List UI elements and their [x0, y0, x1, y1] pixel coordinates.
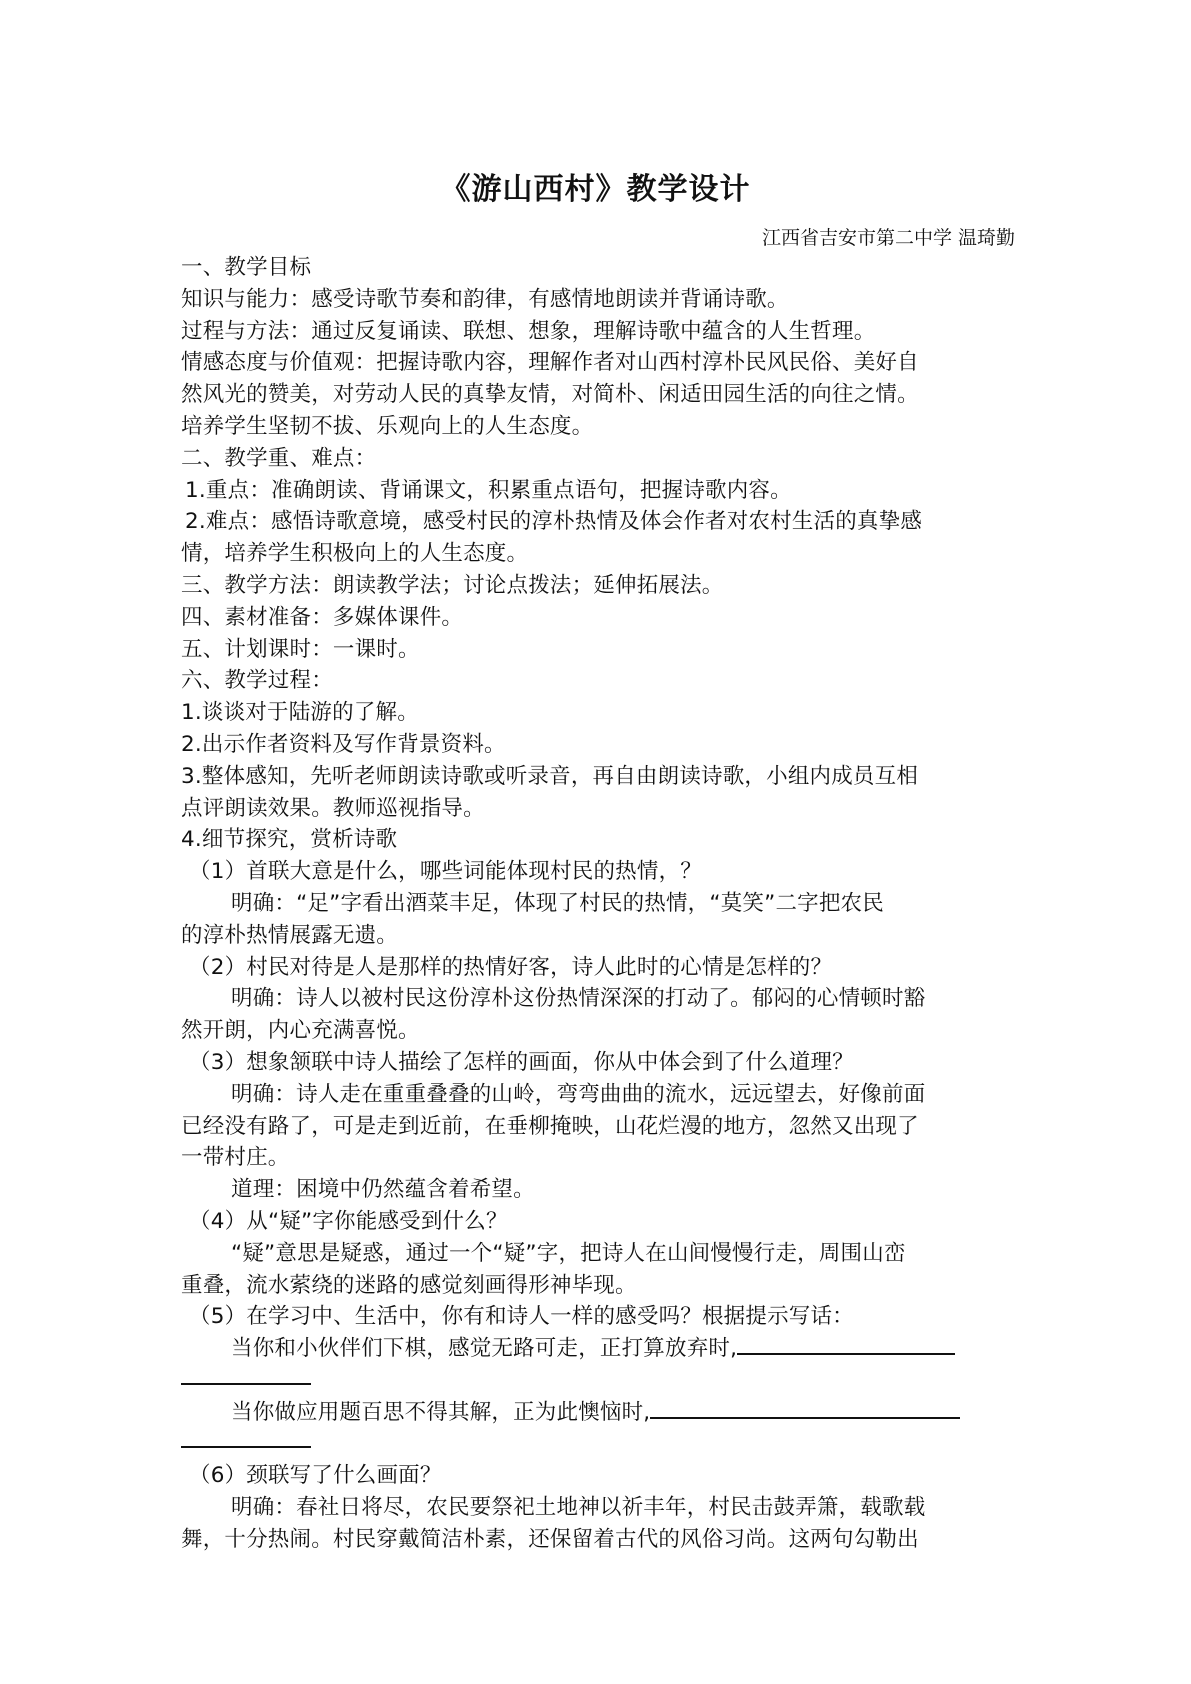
- answer: “疑”意思是疑惑，通过一个“疑”字，把诗人在山间慢慢行走，周围山峦: [231, 1240, 906, 1266]
- answer-principle: 道理：困境中仍然蕴含着希望。: [231, 1177, 535, 1203]
- section-heading-hours: 五、计划课时：一课时。: [181, 636, 420, 662]
- answer-cont: 重叠，流水萦绕的迷路的感觉刻画得形神毕现。: [181, 1272, 637, 1298]
- question: （2）村民对待是人是那样的热情好客，诗人此时的心情是怎样的？: [189, 954, 833, 980]
- answer: 明确：诗人走在重重叠叠的山岭，弯弯曲曲的流水，远远望去，好像前面: [231, 1081, 926, 1107]
- process-step: 3.整体感知，先听老师朗读诗歌或听录音，再自由朗读诗歌，小组内成员互相: [181, 763, 919, 789]
- process-step: 4.细节探究，赏析诗歌: [181, 827, 398, 853]
- answer-cont: 的淳朴热情展露无遗。: [181, 922, 399, 948]
- process-step: 2.出示作者资料及写作背景资料。: [181, 731, 506, 757]
- section-heading-goals: 一、教学目标: [181, 255, 312, 280]
- question: （4）从“疑”字你能感受到什么？: [189, 1208, 508, 1234]
- answer-cont: 然开朗，内心充满喜悦。: [181, 1018, 420, 1044]
- goal-knowledge: 知识与能力：感受诗歌节奏和韵律，有感情地朗读并背诵诗歌。: [181, 286, 789, 312]
- answer-blank-cont: [181, 1365, 1016, 1397]
- writing-prompt: [181, 1333, 1016, 1365]
- answer: 明确：春社日将尽，农民要祭祀土地神以祈丰年，村民击鼓弄箫，载歌载: [231, 1495, 926, 1521]
- section-heading-process: 六、教学过程：: [181, 668, 333, 694]
- answer-blank-cont: [181, 1428, 1016, 1460]
- difficult-point: 2.难点：感悟诗歌意境，感受村民的淳朴热情及体会作者对农村生活的真挚感: [185, 509, 923, 535]
- author-line: 江西省吉安市第二中学 温琦勤: [761, 227, 1015, 249]
- writing-prompt-text: 当你做应用题百思不得其解，正为此懊恼时,: [231, 1399, 651, 1425]
- goal-emotion: 情感态度与价值观：把握诗歌内容，理解作者对山西村淳朴民风民俗、美好自: [181, 350, 919, 376]
- section-heading-key-points: 二、教学重、难点：: [181, 445, 377, 471]
- answer: 明确：“足”字看出酒菜丰足，体现了村民的热情，“莫笑”二字把农民: [231, 890, 884, 916]
- section-heading-methods: 三、教学方法：朗读教学法；讨论点拨法；延伸拓展法。: [181, 572, 724, 598]
- answer-cont: 一带村庄。: [181, 1145, 290, 1171]
- answer: 明确：诗人以被村民这份淳朴这份热情深深的打动了。郁闷的心情顿时豁: [231, 986, 926, 1012]
- writing-prompt: [181, 1397, 1016, 1429]
- goal-emotion-cont: 然风光的赞美，对劳动人民的真挚友情，对简朴、闲适田园生活的向往之情。: [181, 382, 919, 408]
- answer-cont: 舞，十分热闹。村民穿戴简洁朴素，还保留着古代的风俗习尚。这两句勾勒出: [181, 1526, 919, 1552]
- difficult-point-cont: 情，培养学生积极向上的人生态度。: [181, 541, 529, 567]
- question: （1）首联大意是什么，哪些词能体现村民的热情，？: [189, 859, 702, 885]
- document-body: [181, 252, 1016, 1556]
- process-step: 1.谈谈对于陆游的了解。: [181, 700, 419, 726]
- question: （3）想象颔联中诗人描绘了怎样的画面，你从中体会到了什么道理？: [189, 1049, 854, 1075]
- process-step-cont: 点评朗读效果。教师巡视指导。: [181, 795, 485, 821]
- goal-process: 过程与方法：通过反复诵读、联想、想象，理解诗歌中蕴含的人生哲理。: [181, 318, 876, 344]
- question: （6）颈联写了什么画面？: [189, 1463, 442, 1489]
- document-title: 《游山西村》教学设计: [440, 172, 751, 207]
- goal-emotion-cont: 培养学生坚韧不拔、乐观向上的人生态度。: [181, 413, 594, 439]
- key-point: 1.重点：准确朗读、背诵课文，积累重点语句，把握诗歌内容。: [185, 477, 792, 503]
- writing-prompt-text: 当你和小伙伴们下棋，感觉无路可走，正打算放弃时,: [231, 1336, 738, 1362]
- answer-blank: [181, 1365, 311, 1385]
- answer-blank: [737, 1333, 955, 1355]
- question: （5）在学习中、生活中，你有和诗人一样的感受吗？根据提示写话：: [189, 1304, 854, 1330]
- answer-blank: [650, 1397, 960, 1419]
- answer-cont: 已经没有路了，可是走到近前，在垂柳掩映，山花烂漫的地方，忽然又出现了: [181, 1113, 919, 1139]
- answer-blank: [181, 1428, 311, 1448]
- section-heading-materials: 四、素材准备：多媒体课件。: [181, 604, 464, 630]
